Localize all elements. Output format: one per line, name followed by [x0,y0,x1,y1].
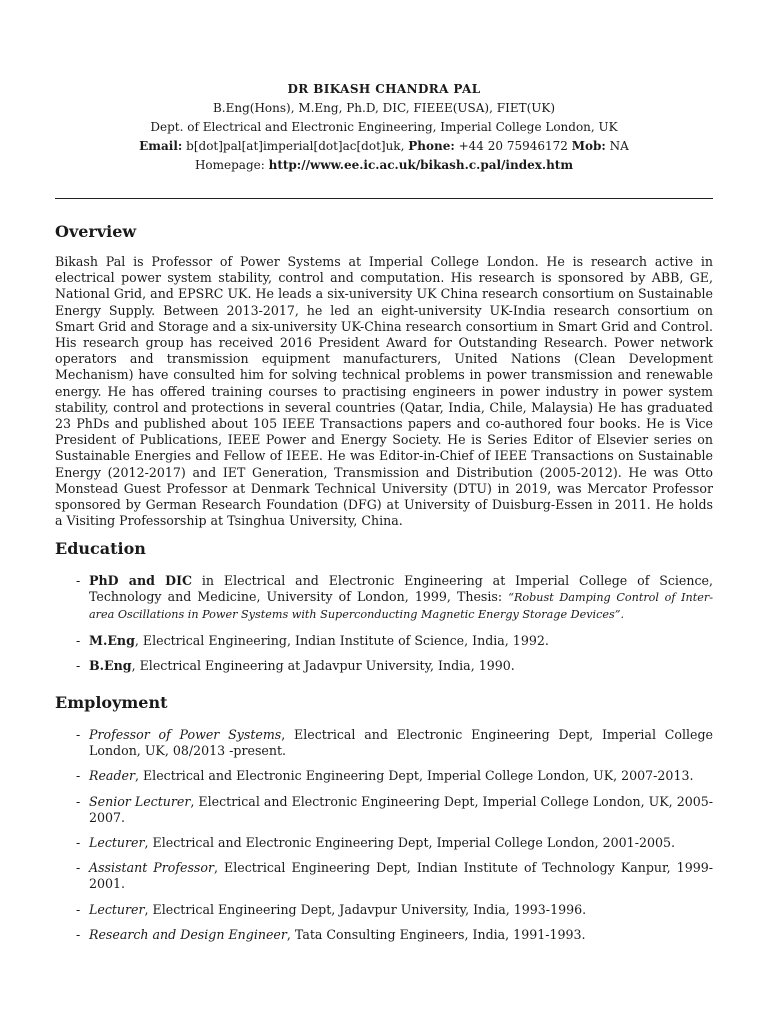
list-dash: - [76,901,81,917]
employment-detail: , Electrical Engineering Dept, Indian Institute of Technology Kanpur, 1999-2001. [89,860,713,892]
list-dash: - [76,926,81,942]
employment-detail: , Electrical and Electronic Engineering Dept, Imperial College London, UK, 08/2013 -present. [89,727,713,759]
header-divider [55,198,713,199]
education-item [55,658,713,674]
employment-role: Professor of Power Systems [89,727,282,742]
author-department: Dept. of Electrical and Electronic Engineering, Imperial College London, UK [150,120,618,134]
employment-role: Lecturer [89,901,145,917]
education-detail: , Electrical Engineering, Indian Institute of Science, India, 1992. [134,632,549,648]
education-degree: PhD and DIC [89,573,193,588]
employment-role: Senior Lecturer [89,793,191,809]
employment-detail: , Electrical Engineering Dept, Jadavpur University, India, 1993-1996. [144,901,587,917]
overview-heading: Overview [55,222,137,241]
education-item [55,573,713,624]
employment-role: Lecturer [89,835,145,851]
employment-item [55,835,713,851]
overview-paragraph: Bikash Pal is Professor of Power Systems at Imperial College London. He is research active in electrical power system stability, control and computation. His research is sponsored by ABB, GE, National Grid, and EPSRC UK. He leads a six-university UK China research consortium on Sustainable Energy Supply. Between 2013-2017, he led an eight-university UK-India research consortium on Smart Grid and Storage and a six-university UK-China research consortium in Smart Grid and Control. His research group has received 2016 President Award for Outstanding Research. Power network operators and transmission equipment manufacturers, United Nations (Clean Development Mechanism) have consulted him for solving technical problems in power transmission and renewable energy. He has offered training courses to practising engineers in power industry in power system stability, control and protections in several countries (Qatar, India, Chile, Malaysia) He has graduated 23 PhDs and published about 105 IEEE Transactions papers and co-authored four books. He is Vice President of Publications, IEEE Power and Energy Society. He is Series Editor of Elsevier series on Sustainable Energies and Fellow of IEEE. He was Editor-in-Chief of IEEE Transactions on Sustainable Energy (2012-2017) and IET Generation, Transmission and Distribution (2005-2012). He was Otto Monstead Guest Professor at Denmark Technical University (DTU) in 2019, was Mercator Professor sponsored by German Research Foundation (DFG) at University of Duisburg-Essen in 2011. He holds a Visiting Professorship at Tsinghua University, China. [55,254,713,529]
mob-label: Mob: [571,139,606,153]
education-item [55,633,713,649]
employment-heading: Employment [55,693,168,712]
employment-item [55,794,713,826]
email-value: b[dot]pal[at]imperial[dot]ac[dot]uk, [186,139,405,153]
author-degrees: B.Eng(Hons), M.Eng, Ph.D, DIC, FIEEE(USA), FIET(UK) [212,101,556,115]
contact-line [0,137,768,156]
employment-role: Assistant Professor [89,860,214,876]
employment-list [55,727,713,943]
employment-item [55,927,713,943]
list-dash: - [76,573,81,588]
employment-role: Reader [89,768,135,784]
phone-label: Phone: [408,139,455,153]
employment-item [55,768,713,784]
list-dash: - [76,835,81,851]
list-dash: - [76,727,81,742]
education-degree: M.Eng [89,632,135,648]
education-list [55,573,713,674]
homepage-line [0,156,768,175]
list-dash: - [76,793,81,809]
education-degree: B.Eng [89,657,132,673]
education-detail: , Electrical Engineering at Jadavpur University, India, 1990. [131,657,515,673]
employment-detail: , Electrical and Electronic Engineering Dept, Imperial College London, 2001-2005. [144,835,676,851]
employment-role: Research and Design Engineer [89,926,287,942]
employment-detail: , Tata Consulting Engineers, India, 1991-1993. [286,926,586,942]
list-dash: - [76,768,81,784]
education-detail: in Electrical and Electronic Engineering at Imperial College of Science, Technology and Medicine, University of London, 1999, Thesis: [89,573,714,605]
list-dash: - [76,632,81,648]
phone-value: +44 20 75946172 [458,139,568,153]
email-label: Email: [139,139,183,153]
employment-item [55,902,713,918]
mob-value: NA [609,139,629,153]
author-name: DR BIKASH CHANDRA PAL [287,82,481,96]
thesis-title: “Robust Damping Control of Inter-area Oscillations in Power Systems with Superconducting Magnetic Energy Storage Devices”. [89,591,713,622]
employment-item [55,860,713,892]
employment-detail: , Electrical and Electronic Engineering Dept, Imperial College London, UK, 2005-2007. [89,793,714,825]
list-dash: - [76,860,81,876]
homepage-label: Homepage: [194,158,265,172]
list-dash: - [76,657,81,673]
education-heading: Education [55,539,146,558]
employment-detail: , Electrical and Electronic Engineering Dept, Imperial College London, UK, 2007-2013. [134,768,694,784]
homepage-link[interactable]: http://www.ee.ic.ac.uk/bikash.c.pal/index.htm [268,158,574,172]
employment-item [55,727,713,759]
cv-header [0,80,768,175]
